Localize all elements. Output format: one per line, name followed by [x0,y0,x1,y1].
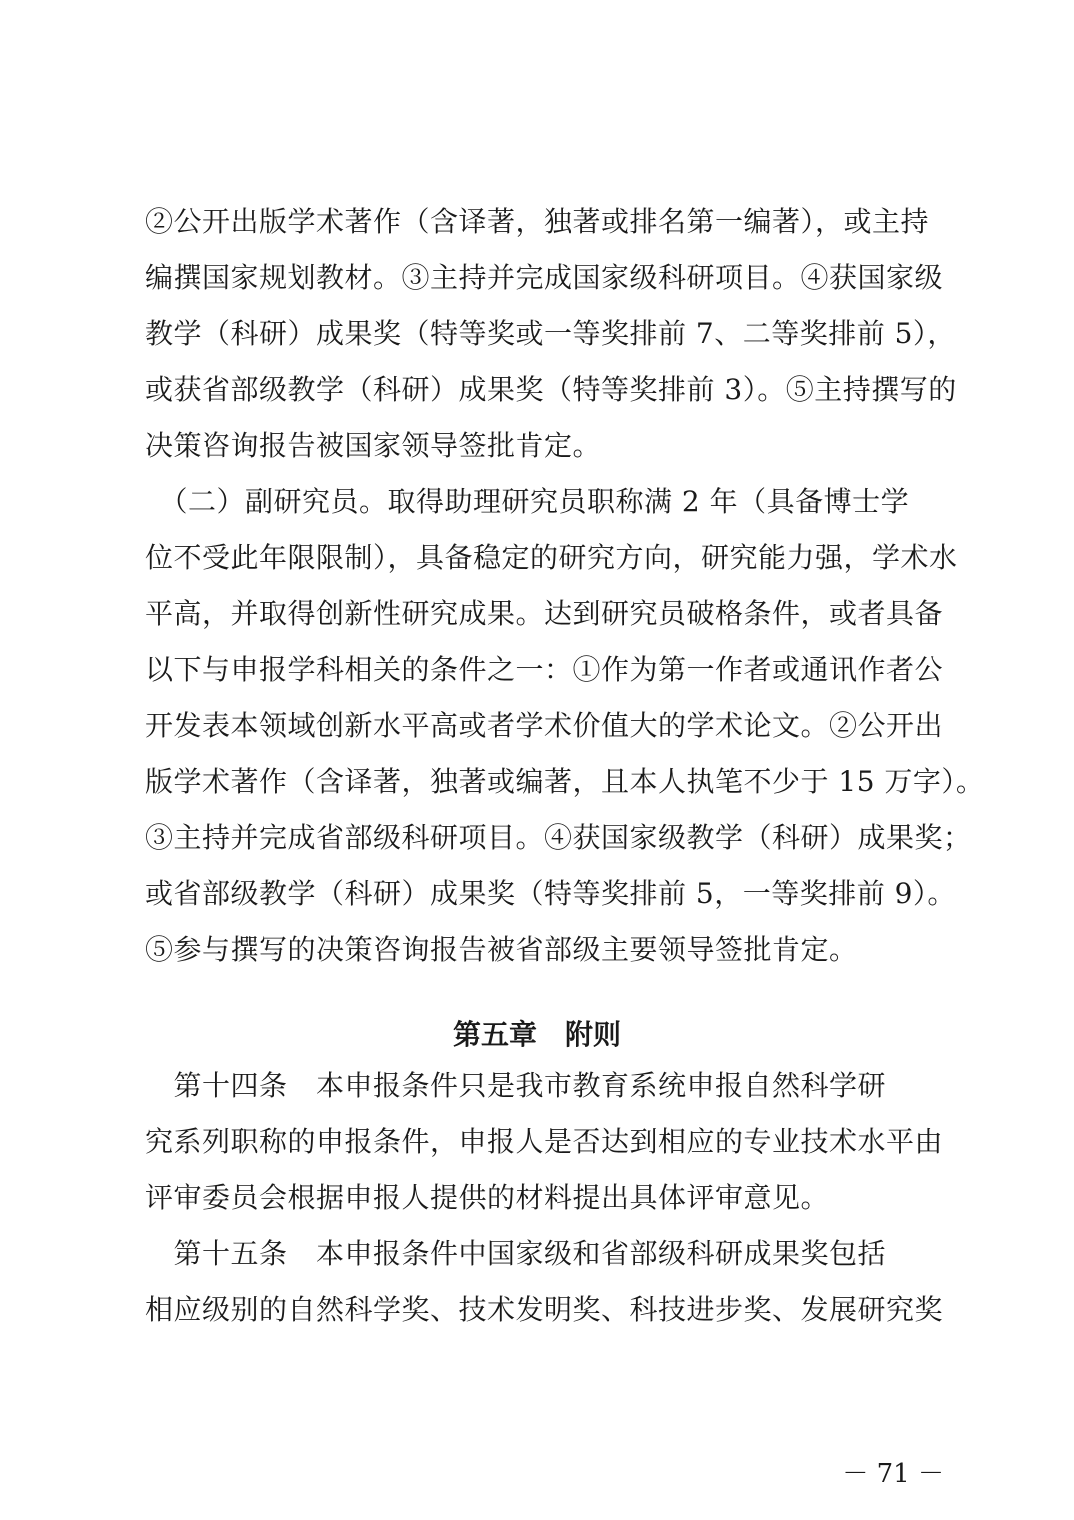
body-text-top [145,194,985,978]
chapter-heading: 第五章 附则 [452,1018,621,1051]
text-line: ⑤参与撰写的决策咨询报告被省部级主要领导签批肯定。 [145,933,858,966]
text-line: 版学术著作（含译著，独著或编著，且本人执笔不少于 15 万字）。 [145,765,985,798]
text-line: 究系列职称的申报条件，申报人是否达到相应的专业技术水平由 [145,1125,944,1158]
text-line: 第十五条 本申报条件中国家级和省部级科研成果奖包括 [145,1237,887,1270]
text-line: ③主持并完成省部级科研项目。④获国家级教学（科研）成果奖； [145,821,972,854]
text-line: 以下与申报学科相关的条件之一：①作为第一作者或通讯作者公 [145,653,944,686]
text-line: 平高，并取得创新性研究成果。达到研究员破格条件，或者具备 [145,597,944,630]
text-line: 教学（科研）成果奖（特等奖或一等奖排前 7、二等奖排前 5）， [145,317,956,350]
text-line: ②公开出版学术著作（含译著，独著或排名第一编著），或主持 [145,205,930,238]
body-text-bottom [145,1058,945,1338]
text-line: 或省部级教学（科研）成果奖（特等奖排前 5，一等奖排前 9）。 [145,877,956,910]
text-line: （二）副研究员。取得助理研究员职称满 2 年（具备博士学 [145,485,910,518]
text-line: 位不受此年限限制），具备稳定的研究方向，研究能力强，学术水 [145,541,958,574]
text-line: 评审委员会根据申报人提供的材料提出具体评审意见。 [145,1181,830,1214]
text-line: 或获省部级教学（科研）成果奖（特等奖排前 3）。⑤主持撰写的 [145,373,957,406]
text-line: 开发表本领域创新水平高或者学术价值大的学术论文。②公开出 [145,709,944,742]
text-line: 编撰国家规划教材。③主持并完成国家级科研项目。④获国家级 [145,261,944,294]
text-line: 相应级别的自然科学奖、技术发明奖、科技进步奖、发展研究奖 [145,1293,944,1326]
page-number: － 71 － [842,1459,944,1489]
text-line: 决策咨询报告被国家领导签批肯定。 [145,429,602,462]
text-line: 第十四条 本申报条件只是我市教育系统申报自然科学研 [145,1069,887,1102]
